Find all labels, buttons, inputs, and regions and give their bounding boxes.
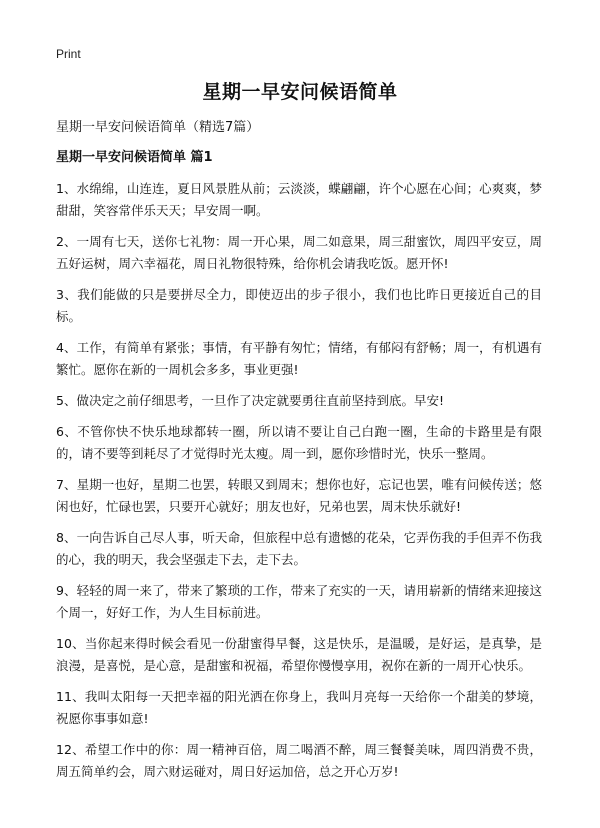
greeting-list (56, 178, 542, 792)
list-item: 8、一向告诉自己尽人事，听天命，但旅程中总有遗憾的花朵，它弄伤我的手但弄不伤我的心，我的明天，我会坚强走下去，走下去。 (56, 530, 542, 567)
section-heading: 星期一早安问候语简单 篇1 (56, 150, 213, 165)
list-item: 4、工作，有简单有紧张；事情，有平静有匆忙；情绪，有郁闷有舒畅；周一，有机遇有繁忙。愿你在新的一周机会多多，事业更强! (56, 340, 542, 377)
list-item: 12、希望工作中的你：周一精神百倍，周二喝酒不醉，周三餐餐美味，周四消费不贵，周五简单约会，周六财运碰对，周日好运加倍，总之开心万岁! (56, 742, 542, 779)
page-title: 星期一早安问候语简单 (202, 81, 398, 103)
list-item: 11、我叫太阳每一天把幸福的阳光洒在你身上，我叫月亮每一天给你一个甜美的梦境，祝愿你事事如意! (56, 689, 542, 726)
print-link[interactable]: Print (56, 47, 81, 61)
list-item: 9、轻轻的周一来了，带来了繁琐的工作，带来了充实的一天，请用崭新的情绪来迎接这个周一，好好工作，为人生目标前进。 (56, 583, 542, 620)
list-item: 1、水绵绵，山连连，夏日风景胜从前；云淡淡，蝶翩翩，许个心愿在心间；心爽爽，梦甜甜，笑容常伴乐天天；早安周一啊。 (56, 181, 542, 218)
list-item: 2、一周有七天，送你七礼物：周一开心果，周二如意果，周三甜蜜饮，周四平安豆，周五好运树，周六幸福花，周日礼物很特殊，给你机会请我吃饭。愿开怀! (56, 234, 542, 271)
list-item: 5、做决定之前仔细思考，一旦作了决定就要勇往直前坚持到底。早安! (56, 393, 444, 408)
list-item: 3、我们能做的只是要拼尽全力，即使迈出的步子很小，我们也比昨日更接近自己的目标。 (56, 287, 542, 324)
list-item: 6、不管你快不快乐地球都转一圈，所以请不要让自己白跑一圈，生命的卡路里是有限的，请不要等到耗尽了才觉得时光太瘦。周一到，愿你珍惜时光，快乐一整周。 (56, 424, 542, 461)
list-item: 7、星期一也好，星期二也罢，转眼又到周末；想你也好，忘记也罢，唯有问候传送；悠闲也好，忙碌也罢，只要开心就好；朋友也好，兄弟也罢，周末快乐就好! (56, 477, 542, 514)
document-subtitle: 星期一早安问候语简单（精选7篇） (56, 120, 260, 135)
list-item: 10、当你起来得时候会看见一份甜蜜得早餐，这是快乐，是温暖，是好运，是真挚，是浪漫，是喜悦，是心意，是甜蜜和祝福，希望你慢慢享用，祝你在新的一周开心快乐。 (56, 636, 542, 673)
